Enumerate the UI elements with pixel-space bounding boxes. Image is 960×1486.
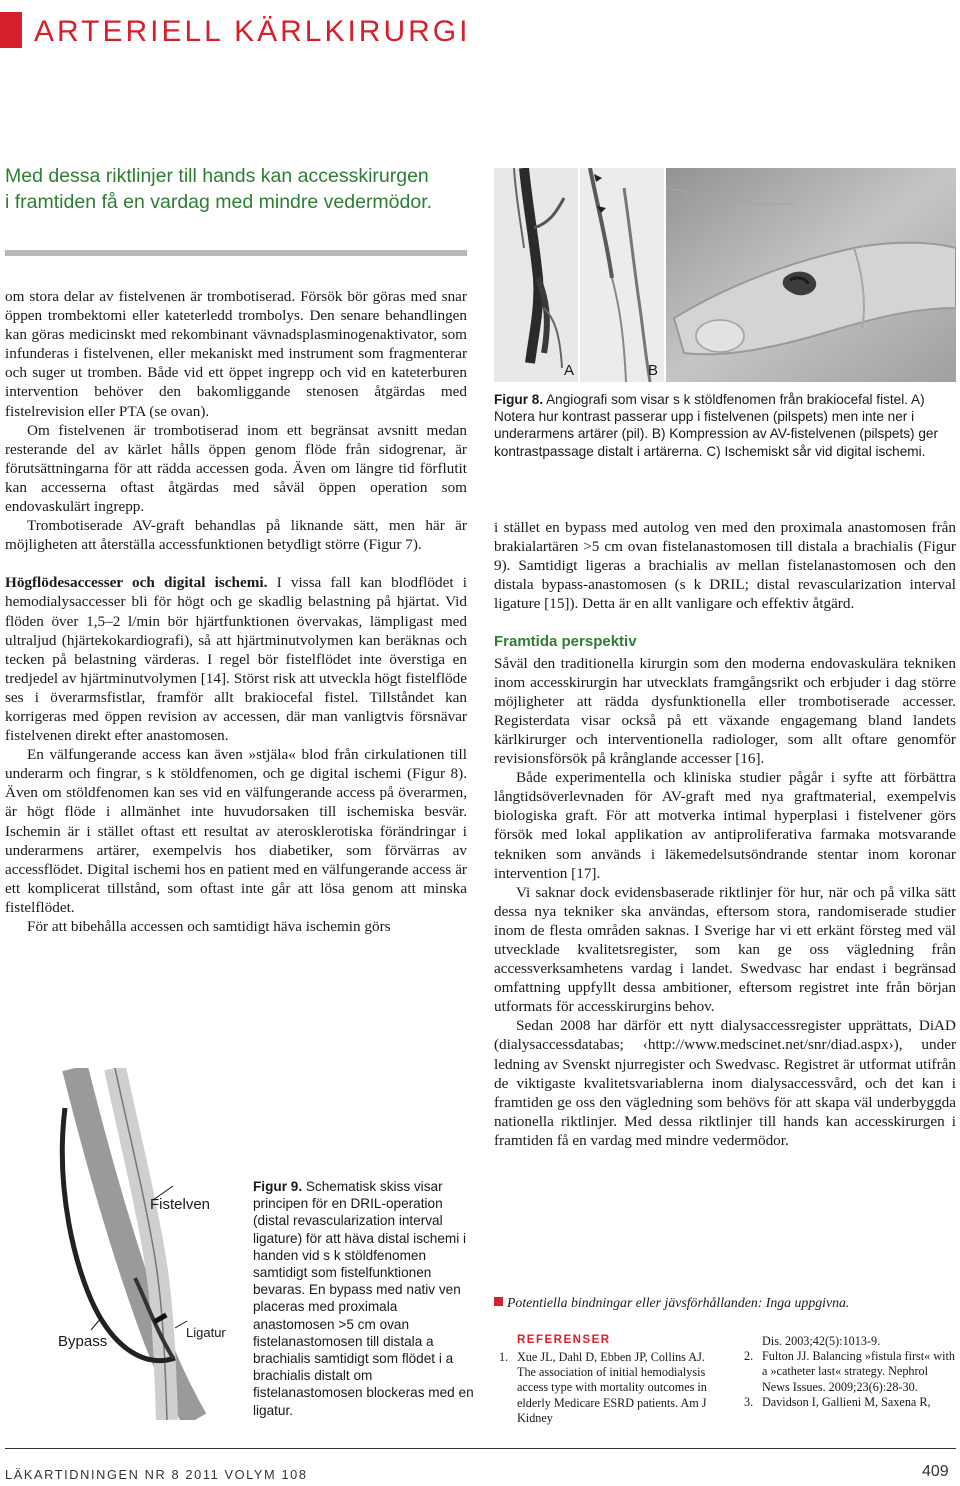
paragraph: Såväl den traditionella kirurgin som den moderna endovaskulära tekniken inom accesskirurgin har utvecklats framgångsrikt och erbjuder i dag större möjligheter att rädda dysfunktionella eller trombotiserade accesser. Registerdata visar också på ett växande engagemang bland landets kärlkirurger och interventionella radiologer, som allt oftare genomför revisionsförsök på krånglande accesser [16]. [494, 654, 956, 768]
caption-label: Figur 9. [253, 1179, 303, 1194]
figure9-caption: Figur 9. Schematisk skiss visar principen för en DRIL-operation (distal revascularization interval ligature) för att häva distal ischemi i handen vid s k stöldfenomen samtidigt som fistelfunktionen bevaras. En bypass med nativ ven placeras med proximala anastomosen >5 cm ovan fistelanastomosen till distala a brachialis samtidigt som flödet i a brachialis distalt om fistelanastomosen blockeras med en ligatur. [253, 1179, 474, 1418]
paragraph: om stora delar av fistelvenen är trombotiserad. Försök bör göras med snar öppen trombektomi eller kateterledd trombolys. Den senare behandlingen kan göras medicinskt med rekombinant vävnadsplasminogenaktivator, som infunderas i fistelvenen, eller mekaniskt med instrument som fragmenterar och suger ut tromben. Både vid ett öppet ingrepp och vid en kateterburen intervention behöver den bakomliggande stenosen åtgärdas med fistelrevision eller PTA (se ovan). [5, 288, 467, 420]
reference-item: 1. Xue JL, Dahl D, Ebben JP, Collins AJ. The association of initial hemodialysis access type with mortality outcomes in elderly Medicare ESRD patients. Am J Kidney [499, 1350, 707, 1425]
references-column-1 [499, 1350, 717, 1426]
section-heading: Framtida perspektiv [494, 633, 637, 651]
figure8-label-a: A [564, 362, 575, 379]
paragraph: För att bibehålla accessen och samtidigt häva ischemin görs [27, 918, 391, 935]
reference-item: 3. Davidson I, Gallieni M, Saxena R, [744, 1394, 931, 1409]
finger-photo-panel-c [666, 168, 956, 382]
disclosure-statement: Potentiella bindningar eller jävsförhållanden: Inga uppgivna. [494, 1295, 849, 1311]
disclosure-square-icon [494, 1297, 503, 1306]
paragraph: Vi saknar dock evidensbaserade riktlinjer för hur, när och på vilka sätt dessa nya tekniker ska användas, eftersom stora, randomiserade studier inom de flesta områden saknas. I Sverige har vi ett erkänt försteg med väl utvecklade kvalitetsregister, som kan ge oss vägledning från accessverksamhetens vardag i landet. Swedvasc har endast i begränsad omfattning uppfyllt dessa ambitioner, eftersom registret inte från början utformats för accesskirurgins behov. [494, 883, 956, 1016]
inline-heading: Högflödesaccesser och digital ischemi. [5, 574, 268, 592]
caption-label: Figur 8. [494, 392, 544, 407]
figure9-label-fistelven: Fistelven [150, 1196, 211, 1213]
reference-item: 2. Fulton JJ. Balancing »fistula first« with a »catheter last« strategy. Nephrol News Issues. 2009;23(6):28-30. [744, 1349, 955, 1394]
reference-item: Dis. 2003;42(5):1013-9. [762, 1334, 881, 1348]
journal-footer: LÄKARTIDNINGEN NR 8 2011 VOLYM 108 [5, 1467, 308, 1482]
figure8-image [494, 168, 956, 382]
pull-quote: Med dessa riktlinjer till hands kan accesskirurgen i framtiden få en vardag med mindre vedermödor. [5, 165, 433, 213]
references-column-2 [744, 1334, 956, 1410]
paragraph: Högflödesaccesser och digital ischemi. I vissa fall kan blodflödet i hemodialysaccesser bli för högt och ge skadlig belastning på hjärtat. Vid flöden över 1,5–2 l/min bör hjärtfunktionen övervakas, lämpligast med ultraljud (hjärtekokardiografi), så att hjärtminutvolymen kan beräknas och tecken på belastning värderas. I regel bör fistelflödet inte överstiga en tredjedel av hjärtminutvolymen [14]. Störst risk att utveckla högt fistelflöde ses i överarmsfistlar, framför allt brakiocefal fistel. Tillståndet kan korrigeras med öppen revision av accessen, där man vanligtvis försnävar fistelvenen direkt efter anastomosen. [5, 574, 468, 745]
paragraph: Om fistelvenen är trombotiserad inom ett begränsat avsnitt medan resterande del av kärlet hålls öppen genom flöde från sidogrenar, är förutsättningarna för att rädda accessen goda. Även om längre tid förflutit kan accesserna oftast åtgärdas med såväl öppen operation som endovaskulärt ingrepp. [5, 421, 467, 516]
paragraph: En välfungerande access kan även »stjäla« blod från cirkulationen till underarm och fingrar, s k stöldfenomen, och ge digital ischemi (Figur 8). Även om stöldfenomen kan ses vid en välfungerande access på överarmen, är högt flöde i allmänhet inte huvudorsaken till ischemiska besvär. Ischemin är i stället oftast ett resultat av aterosklerotiska förändringar i underarmens artärer, exempelvis hos diabetiker, som förvärras av accessflödet. Digital ischemi hos en patient med en välfungerande access är ett komplicerat tillstånd, som oftast inte går att lösa genom att minska fistelflödet. [5, 746, 467, 916]
paragraph: i stället en bypass med autolog ven med den proximala anastomosen från brakialartären >5 cm ovan fistelanastomosen till distala a brachialis (Figur 9). Samtidigt ligeras a brachialis av mellan fistelanastomosen och den distala bypass-anastomosen (s k DRIL; distal revascularization interval ligature [15]). Detta är en allt vanligare och effektiv åtgärd. [494, 519, 956, 613]
angiogram-panel-a [494, 168, 578, 382]
footer-divider [5, 1448, 956, 1449]
page-number: 409 [922, 1463, 949, 1480]
figure9-label-ligatur: Ligatur [186, 1325, 226, 1340]
paragraph: Sedan 2008 har därför ett nytt dialysaccessregister upprättats, DiAD (dialysaccessdatabas; ‹http://www.medscinet.net/snr/diad.aspx›), under ledning av Svenskt njurregister och Swedvasc. Registret är utformat utifrån de viktigaste kvalitetsvariablerna inom dialysaccessvård, och det kan i framtiden ge oss den vägledning som behövs för att skapa väl underbyggda nationella riktlinjer. Med dessa riktlinjer till hands kan accesskirurgen i framtiden få en vardag med mindre vedermödor. [494, 1017, 956, 1149]
angiogram-panel-b [580, 168, 664, 382]
left-column [5, 287, 467, 936]
figure8-caption: Figur 8. Angiografi som visar s k stöldfenomen från brakiocefal fistel. A) Notera hur kontrast passerar upp i fistelvenen (pilspets) men inte ner i underarmens artärer (pil). B) Kompression av AV-fistelvenen (pilspets) ger kontrastpassage distalt i artärerna. C) Ischemiskt sår vid digital ischemi. [494, 392, 938, 459]
figure9-label-bypass: Bypass [58, 1333, 108, 1350]
right-column [494, 518, 956, 1150]
header-accent-square [0, 12, 22, 48]
references-heading: REFERENSER [517, 1334, 611, 1346]
figure9-diagram [55, 1068, 235, 1420]
section-title: ARTERIELL KÄRLKIRURGI [34, 15, 471, 48]
figure8-label-b: B [648, 362, 659, 379]
paragraph: Både experimentella och kliniska studier pågår i syfte att förbättra långtidsöverlevnaden för AV-graft med nya graftmaterial, exempelvis biologiska graft. För att motverka intimal hyperplasi i fistelvener görs försök med lokal applikation av antiproliferativa farmaka motsvarande tekniken som används i läkemedelsutsöndrande stentar inom koronar intervention [17]. [494, 769, 956, 882]
pull-quote-divider [5, 250, 467, 256]
paragraph: Trombotiserade AV-graft behandlas på liknande sätt, men här är möjligheten att återställa accessfunktionen betydligt större (Figur 7). [5, 517, 467, 554]
